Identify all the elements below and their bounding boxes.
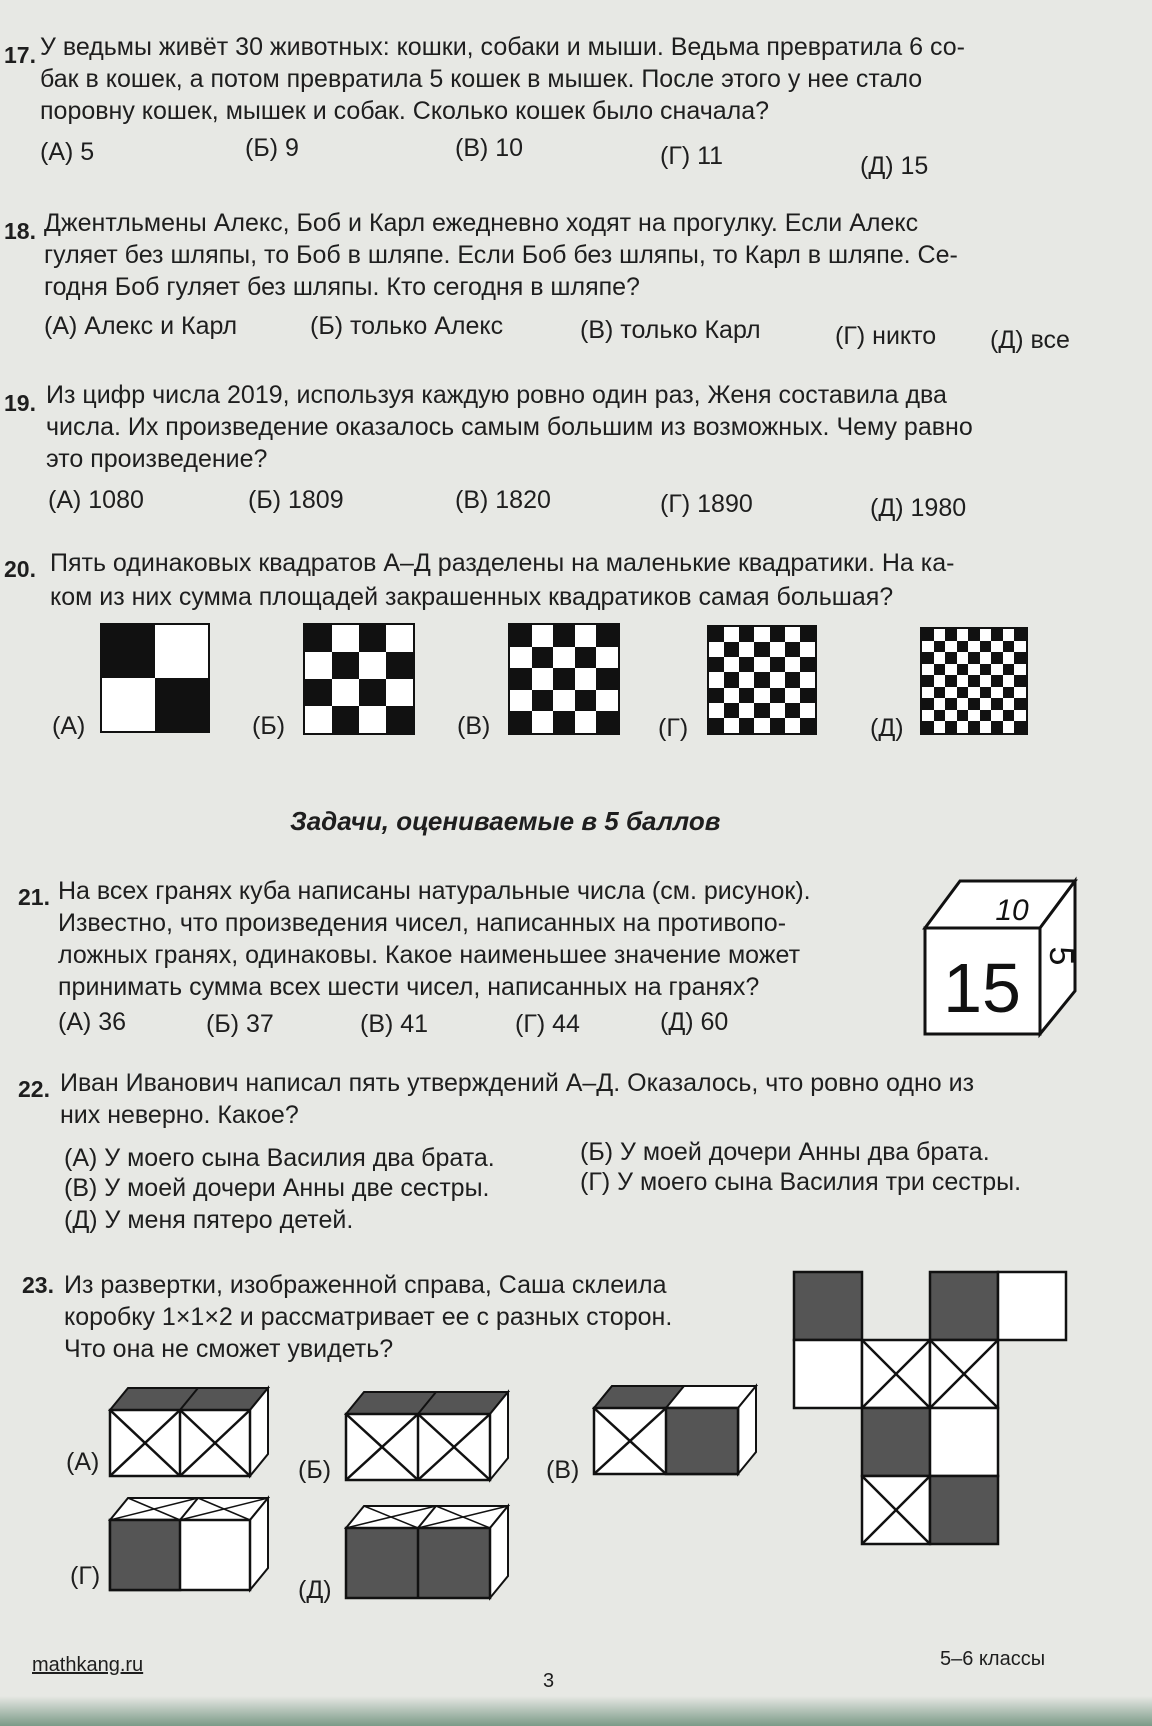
q23-option-b: (Б): [298, 1456, 332, 1484]
q20-number: 20.: [4, 556, 36, 582]
q20-grid-d: [707, 625, 817, 735]
grid-cell: [532, 625, 554, 647]
grid-cell: [922, 664, 934, 676]
grid-cell: [991, 675, 1003, 687]
q19-line-1: Из цифр числа 2019, используя каждую ровно один раз, Женя составила два: [46, 381, 947, 409]
grid-cell: [724, 672, 739, 687]
q23-line-1: Из развертки, изображенной справа, Саша склеила: [64, 1271, 667, 1299]
grid-cell: [968, 721, 980, 733]
footer-site-link[interactable]: mathkang.ru: [32, 1654, 144, 1676]
grid-cell: [945, 641, 957, 653]
q23-line-2: коробку 1×1×2 и рассматривает ее с разных сторон.: [64, 1303, 673, 1331]
grid-cell: [770, 672, 785, 687]
grid-cell: [1014, 721, 1026, 733]
grid-cell: [922, 721, 934, 733]
grid-cell: [386, 679, 413, 706]
grid-cell: [934, 629, 946, 641]
grid-cell: [922, 641, 934, 653]
grid-cell: [596, 711, 618, 733]
grid-cell: [575, 668, 597, 690]
q18-line-2: гуляет без шляпы, то Боб в шляпе. Если Боб без шляпы, то Карл в шляпе. Се-: [44, 241, 958, 269]
grid-cell: [800, 627, 815, 642]
q18-option-c: (В) только Карл: [580, 316, 761, 344]
grid-cell: [957, 675, 969, 687]
q22-number: 22.: [18, 1076, 50, 1102]
desk-edge: [0, 1696, 1152, 1726]
grid-cell: [724, 718, 739, 733]
q18-line-3: годня Боб гуляет без шляпы. Кто сегодня в шляпе?: [44, 273, 640, 301]
grid-cell: [510, 690, 532, 712]
grid-cell: [332, 652, 359, 679]
grid-cell: [709, 672, 724, 687]
grid-cell: [934, 710, 946, 722]
q19-option-d: (Г) 1890: [660, 490, 753, 518]
grid-cell: [770, 642, 785, 657]
grid-cell: [359, 625, 386, 652]
grid-cell: [957, 641, 969, 653]
q21-option-c: (В) 41: [360, 1010, 429, 1038]
q23-option-c: (В): [546, 1456, 580, 1484]
grid-cell: [359, 706, 386, 733]
grid-cell: [332, 625, 359, 652]
q23-box-e: [346, 1506, 511, 1600]
q20-option-a: (А): [52, 712, 86, 740]
q18-option-b: (Б) только Алекс: [310, 312, 504, 340]
q17-number: 17.: [4, 42, 36, 68]
grid-cell: [510, 668, 532, 690]
grid-cell: [800, 703, 815, 718]
grid-cell: [553, 625, 575, 647]
grid-cell: [922, 675, 934, 687]
grid-cell: [957, 687, 969, 699]
grid-cell: [991, 652, 1003, 664]
q21-line-4: принимать сумма всех шести чисел, написанных на гранях?: [58, 973, 760, 1001]
cube-top-number: 10: [995, 894, 1029, 927]
grid-cell: [1014, 629, 1026, 641]
grid-cell: [968, 675, 980, 687]
grid-cell: [945, 687, 957, 699]
grid-cell: [709, 703, 724, 718]
grid-cell: [800, 688, 815, 703]
grid-cell: [945, 698, 957, 710]
q17-option-e: (Д) 15: [860, 152, 929, 180]
grid-cell: [709, 718, 724, 733]
grid-cell: [739, 688, 754, 703]
q17-option-b: (Б) 9: [245, 134, 299, 162]
grid-cell: [980, 675, 992, 687]
grid-cell: [770, 688, 785, 703]
q21-line-2: Известно, что произведения чисел, написанных на противопо-: [58, 909, 787, 937]
q19-option-a: (А) 1080: [48, 486, 144, 514]
q21-line-1: На всех гранях куба написаны натуральные числа (см. рисунок).: [58, 877, 811, 905]
grid-cell: [532, 647, 554, 669]
grid-cell: [934, 698, 946, 710]
grid-cell: [980, 629, 992, 641]
grid-cell: [945, 675, 957, 687]
grid-cell: [709, 688, 724, 703]
grid-cell: [980, 687, 992, 699]
grid-cell: [575, 711, 597, 733]
grid-cell: [305, 679, 332, 706]
grid-cell: [575, 647, 597, 669]
grid-cell: [934, 652, 946, 664]
footer-page-number: 3: [543, 1670, 555, 1692]
grid-cell: [945, 652, 957, 664]
grid-cell: [922, 698, 934, 710]
section-title: Задачи, оцениваемые в 5 баллов: [290, 806, 721, 836]
q18-number: 18.: [4, 218, 36, 244]
q21-option-d: (Г) 44: [515, 1010, 580, 1038]
q23-option-a: (А): [66, 1448, 100, 1476]
grid-cell: [1014, 710, 1026, 722]
grid-cell: [922, 629, 934, 641]
grid-cell: [785, 672, 800, 687]
grid-cell: [922, 687, 934, 699]
q23-option-e: (Д): [298, 1576, 332, 1604]
grid-cell: [724, 642, 739, 657]
grid-cell: [968, 698, 980, 710]
grid-cell: [510, 625, 532, 647]
q23-box-a: [110, 1388, 270, 1478]
q23-number: 23.: [22, 1272, 54, 1298]
q19-line-2: числа. Их произведение оказалось самым большим из возможных. Чему равно: [46, 413, 973, 441]
grid-cell: [739, 718, 754, 733]
grid-cell: [532, 690, 554, 712]
footer-grade: 5–6 классы: [940, 1648, 1046, 1670]
grid-cell: [1014, 664, 1026, 676]
q20-option-d: (Г): [658, 714, 689, 742]
grid-cell: [1003, 675, 1015, 687]
grid-cell: [754, 657, 769, 672]
grid-cell: [739, 627, 754, 642]
grid-cell: [553, 668, 575, 690]
grid-cell: [934, 721, 946, 733]
q19-option-e: (Д) 1980: [870, 494, 967, 522]
grid-cell: [532, 711, 554, 733]
grid-cell: [980, 641, 992, 653]
grid-cell: [945, 629, 957, 641]
grid-cell: [785, 657, 800, 672]
q23-box-c: [594, 1386, 759, 1476]
grid-cell: [957, 652, 969, 664]
grid-cell: [980, 698, 992, 710]
grid-cell: [991, 698, 1003, 710]
q21-option-a: (А) 36: [58, 1008, 127, 1036]
grid-cell: [991, 687, 1003, 699]
grid-cell: [785, 642, 800, 657]
grid-cell: [934, 641, 946, 653]
q23-line-3: Что она не сможет увидеть?: [64, 1335, 394, 1363]
q17-line-2: бак в кошек, а потом превратила 5 кошек в мышек. После этого у нее стало: [40, 65, 923, 93]
q20-line-1: Пять одинаковых квадратов А–Д разделены на маленькие квадратики. На ка-: [50, 549, 955, 577]
q19-number: 19.: [4, 390, 36, 416]
grid-cell: [800, 642, 815, 657]
grid-cell: [754, 718, 769, 733]
grid-cell: [332, 679, 359, 706]
grid-cell: [739, 657, 754, 672]
grid-cell: [968, 652, 980, 664]
cube-front-number: 15: [943, 949, 1021, 1027]
grid-cell: [957, 629, 969, 641]
q18-option-a: (А) Алекс и Карл: [44, 312, 238, 340]
grid-cell: [785, 703, 800, 718]
grid-cell: [532, 668, 554, 690]
grid-cell: [957, 698, 969, 710]
q17-line-3: поровну кошек, мышек и собак. Сколько кошек было сначала?: [40, 97, 770, 125]
grid-cell: [1003, 641, 1015, 653]
grid-cell: [102, 625, 155, 678]
grid-cell: [386, 706, 413, 733]
q22-line-2: них неверно. Какое?: [60, 1101, 299, 1129]
grid-cell: [359, 679, 386, 706]
grid-cell: [575, 690, 597, 712]
grid-cell: [945, 721, 957, 733]
grid-cell: [553, 711, 575, 733]
grid-cell: [922, 710, 934, 722]
grid-cell: [968, 710, 980, 722]
grid-cell: [359, 652, 386, 679]
grid-cell: [1014, 641, 1026, 653]
grid-cell: [1014, 652, 1026, 664]
grid-cell: [800, 718, 815, 733]
grid-cell: [754, 703, 769, 718]
grid-cell: [553, 647, 575, 669]
q21-line-3: ложных гранях, одинаковы. Какое наименьшее значение может: [58, 941, 801, 969]
grid-cell: [945, 710, 957, 722]
grid-cell: [754, 672, 769, 687]
grid-cell: [510, 647, 532, 669]
grid-cell: [724, 627, 739, 642]
grid-cell: [510, 711, 532, 733]
q22-option-a: (А) У моего сына Василия два брата.: [64, 1144, 495, 1172]
q23-option-d: (Г): [70, 1562, 101, 1590]
grid-cell: [754, 627, 769, 642]
cube-figure: [920, 876, 1080, 1036]
grid-cell: [800, 672, 815, 687]
grid-cell: [305, 652, 332, 679]
grid-cell: [724, 657, 739, 672]
grid-cell: [1003, 687, 1015, 699]
grid-cell: [1003, 652, 1015, 664]
grid-cell: [155, 625, 208, 678]
grid-cell: [770, 703, 785, 718]
grid-cell: [922, 652, 934, 664]
q22-option-b: (Б) У моей дочери Анны два брата.: [580, 1138, 990, 1166]
grid-cell: [785, 627, 800, 642]
grid-cell: [386, 625, 413, 652]
q17-option-d: (Г) 11: [660, 142, 724, 170]
grid-cell: [770, 627, 785, 642]
grid-cell: [980, 664, 992, 676]
grid-cell: [968, 629, 980, 641]
q20-option-e: (Д): [870, 714, 904, 742]
grid-cell: [785, 688, 800, 703]
grid-cell: [800, 657, 815, 672]
grid-cell: [305, 706, 332, 733]
grid-cell: [1003, 664, 1015, 676]
q23-box-b: [346, 1392, 511, 1482]
grid-cell: [957, 710, 969, 722]
grid-cell: [709, 642, 724, 657]
grid-cell: [770, 718, 785, 733]
grid-cell: [934, 675, 946, 687]
grid-cell: [1003, 710, 1015, 722]
grid-cell: [1003, 629, 1015, 641]
q20-grid-e: [920, 627, 1028, 735]
grid-cell: [957, 664, 969, 676]
grid-cell: [575, 625, 597, 647]
q18-option-d: (Г) никто: [835, 322, 937, 350]
cube-side-number: 5: [1042, 946, 1080, 966]
q17-option-c: (В) 10: [455, 134, 524, 162]
grid-cell: [991, 641, 1003, 653]
grid-cell: [754, 688, 769, 703]
q23-net-figure: [792, 1270, 1067, 1550]
q18-line-1: Джентльмены Алекс, Боб и Карл ежедневно ходят на прогулку. Если Алекс: [44, 209, 919, 237]
grid-cell: [332, 706, 359, 733]
q22-line-1: Иван Иванович написал пять утверждений А–Д. Оказалось, что ровно одно из: [60, 1069, 975, 1097]
grid-cell: [1003, 721, 1015, 733]
grid-cell: [305, 625, 332, 652]
grid-cell: [991, 664, 1003, 676]
grid-cell: [739, 642, 754, 657]
grid-cell: [785, 718, 800, 733]
q21-option-e: (Д) 60: [660, 1008, 729, 1036]
q23-box-d: [110, 1498, 270, 1592]
q20-line-2: ком из них сумма площадей закрашенных квадратиков самая большая?: [50, 583, 894, 611]
grid-cell: [724, 703, 739, 718]
grid-cell: [1014, 698, 1026, 710]
grid-cell: [991, 629, 1003, 641]
grid-cell: [1014, 687, 1026, 699]
grid-cell: [934, 687, 946, 699]
q22-option-d: (Г) У моего сына Василия три сестры.: [580, 1168, 1022, 1196]
grid-cell: [739, 672, 754, 687]
grid-cell: [596, 690, 618, 712]
grid-cell: [553, 690, 575, 712]
grid-cell: [596, 647, 618, 669]
grid-cell: [754, 642, 769, 657]
grid-cell: [1014, 675, 1026, 687]
grid-cell: [991, 721, 1003, 733]
grid-cell: [968, 664, 980, 676]
grid-cell: [770, 657, 785, 672]
q22-option-e: (Д) У меня пятеро детей.: [64, 1206, 354, 1234]
grid-cell: [968, 687, 980, 699]
grid-cell: [739, 703, 754, 718]
grid-cell: [724, 688, 739, 703]
grid-cell: [709, 627, 724, 642]
grid-cell: [386, 652, 413, 679]
grid-cell: [980, 710, 992, 722]
grid-cell: [934, 664, 946, 676]
q20-grid-c: [508, 623, 620, 735]
grid-cell: [155, 678, 208, 731]
grid-cell: [1003, 698, 1015, 710]
q19-option-b: (Б) 1809: [248, 486, 344, 514]
q22-option-c: (В) У моей дочери Анны две сестры.: [64, 1174, 490, 1202]
q20-option-c: (В): [457, 712, 491, 740]
grid-cell: [968, 641, 980, 653]
grid-cell: [980, 721, 992, 733]
q19-option-c: (В) 1820: [455, 486, 551, 514]
grid-cell: [980, 652, 992, 664]
grid-cell: [596, 668, 618, 690]
q17-line-1: У ведьмы живёт 30 животных: кошки, собаки и мыши. Ведьма превратила 6 со-: [40, 33, 965, 61]
grid-cell: [709, 657, 724, 672]
q20-option-b: (Б): [252, 712, 286, 740]
q21-option-b: (Б) 37: [206, 1010, 274, 1038]
grid-cell: [957, 721, 969, 733]
grid-cell: [991, 710, 1003, 722]
q18-option-e: (Д) все: [990, 326, 1070, 354]
q17-option-a: (А) 5: [40, 138, 95, 166]
q20-grid-b: [303, 623, 415, 735]
grid-cell: [596, 625, 618, 647]
q21-number: 21.: [18, 884, 50, 910]
q20-grid-a: [100, 623, 210, 733]
q19-line-3: это произведение?: [46, 445, 268, 473]
grid-cell: [945, 664, 957, 676]
grid-cell: [102, 678, 155, 731]
